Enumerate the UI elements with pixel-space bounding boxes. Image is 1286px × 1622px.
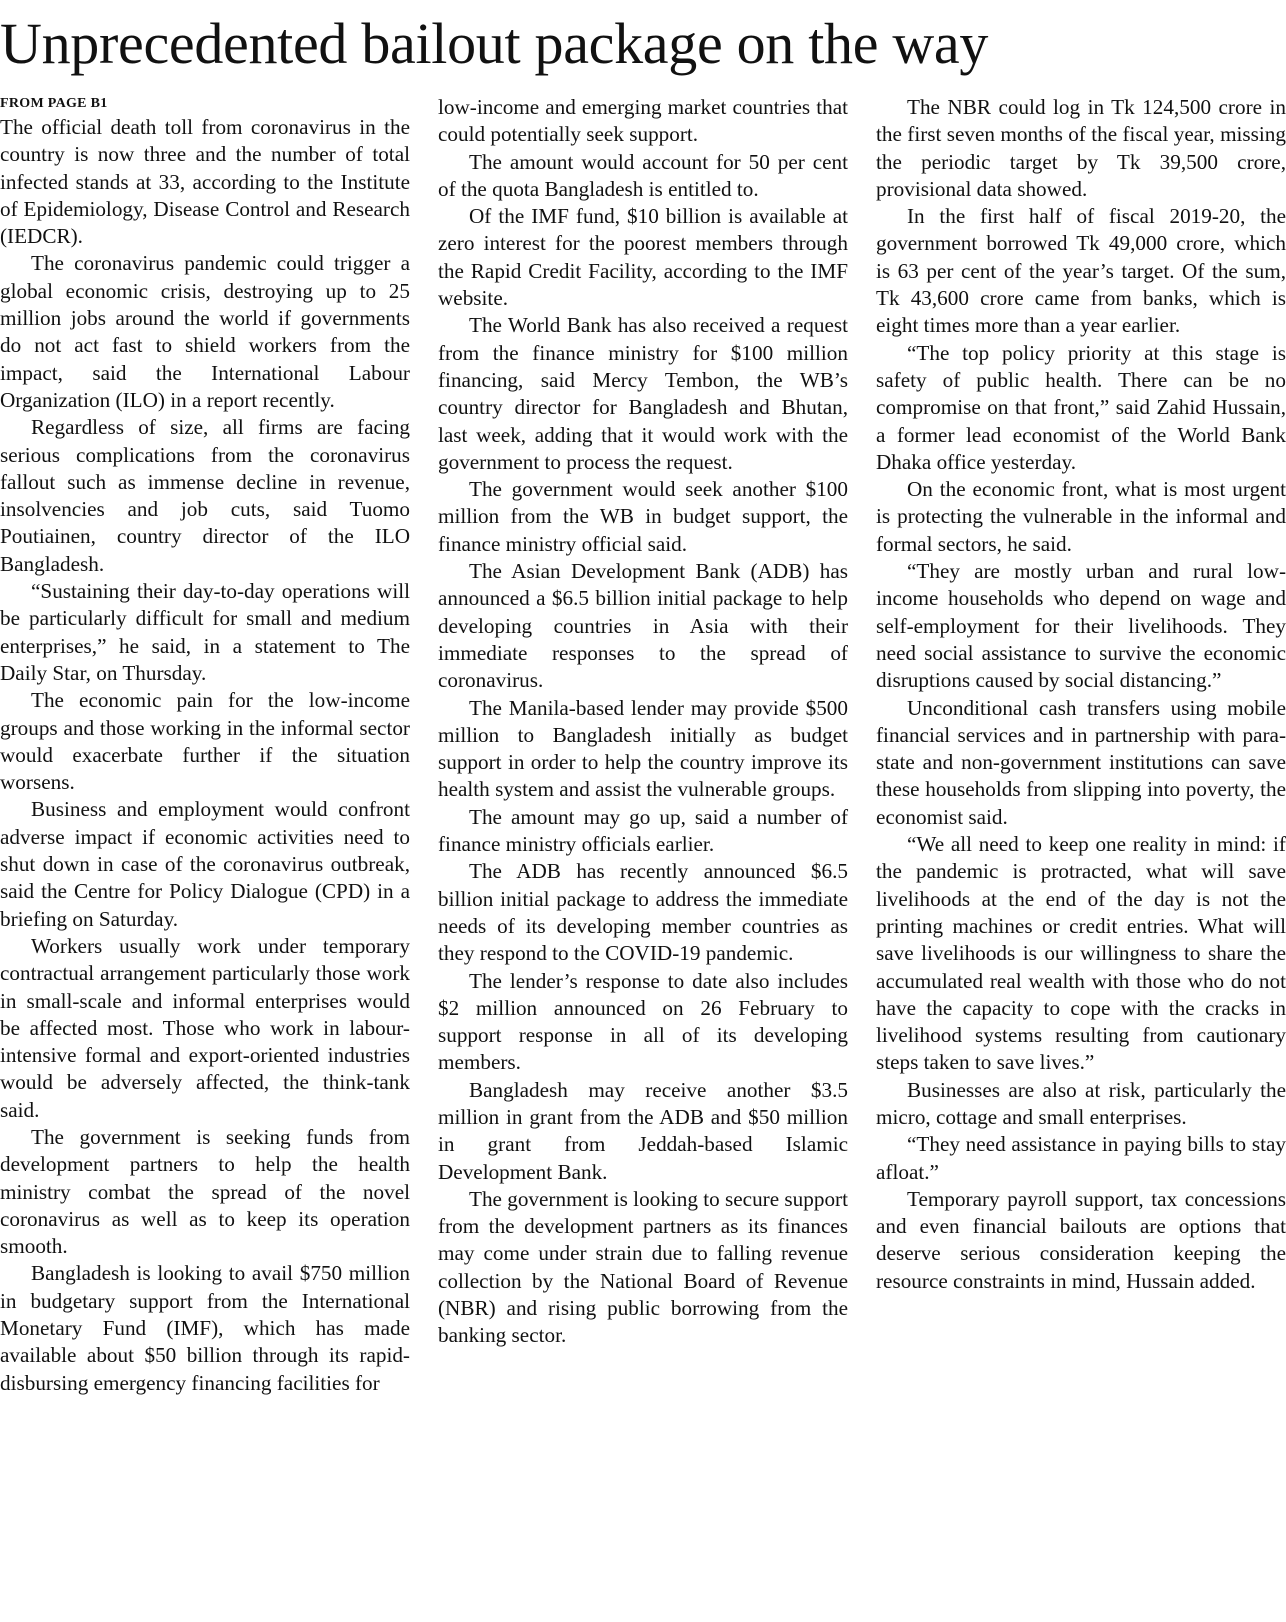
paragraph: The Manila-based lender may provide $500 million to Bangladesh initially as budget support in order to help the country improve its health system and assist the vulnerable groups. [438,695,848,802]
paragraph: “The top policy priority at this stage is safety of public health. There can be no compromise on that front,” said Zahid Hussain, a former lead economist of the World Bank Dhaka office yesterday. [876,340,1286,474]
paragraph: “They are mostly urban and rural low-income households who depend on wage and self-employment for their livelihoods. They need social assistance to survive the economic disruptions caused by social distancing.” [876,559,1286,693]
paragraph: The World Bank has also received a request from the finance ministry for $100 million financing, said Mercy Tembon, the WB’s country director for Bangladesh and Bhutan, last week, adding that it would work with the government to process the request. [438,313,848,474]
paragraph: The amount would account for 50 per cent of the quota Bangladesh is entitled to. [438,149,848,201]
paragraph: In the first half of fiscal 2019-20, the government borrowed Tk 49,000 crore, which is 63 per cent of the year’s target. Of the sum, Tk 43,600 crore came from banks, which is eight times more than a year earlier. [876,204,1286,338]
paragraph: Bangladesh may receive another $3.5 million in grant from the ADB and $50 million in grant from Jeddah-based Islamic Development Bank. [438,1077,848,1184]
paragraph: Businesses are also at risk, particularly the micro, cottage and small enterprises. [876,1077,1286,1129]
paragraph: The government would seek another $100 million from the WB in budget support, the finance ministry official said. [438,477,848,556]
paragraph: The government is looking to secure support from the development partners as its finances may come under strain due to falling revenue collection by the National Board of Revenue (NBR) and rising public borrowing from the banking sector. [438,1186,848,1348]
paragraph: The amount may go up, said a number of finance ministry officials earlier. [438,804,848,857]
paragraph: Unconditional cash transfers using mobile financial services and in partnership with para-state and non-government institutions can save these households from slipping into poverty, the economist said. [876,695,1286,829]
paragraph: “We all need to keep one reality in mind: if the pandemic is protracted, what will save livelihoods at the end of the day is not the printing machines or credit entries. What will save livelihoods is our willingness to share the accumulated real wealth with those who do not have the capacity to cope with the cracks in livelihood systems resulting from cautionary steps taken to save lives.” [876,832,1286,1075]
paragraph: The coronavirus pandemic could trigger a global economic crisis, destroying up to 25 million jobs around the world if governments do not act fast to shield workers from the impact, said the International Labour Organization (ILO) in a report recently. [0,251,410,412]
paragraph: The NBR could log in Tk 124,500 crore in the first seven months of the fiscal year, missing the periodic target by Tk 39,500 crore, provisional data showed. [876,95,1286,201]
paragraph: The ADB has recently announced $6.5 billion initial package to address the immediate needs of its developing member countries as they respond to the COVID-19 pandemic. [438,859,848,966]
paragraph: “Sustaining their day-to-day operations will be particularly difficult for small and medium enterprises,” he said, in a statement to The Daily Star, on Thursday. [0,579,410,685]
paragraph: Business and employment would confront adverse impact if economic activities need to shut down in case of the coronavirus outbreak, said the Centre for Policy Dialogue (CPD) in a briefing on Saturday. [0,797,410,931]
paragraph: Of the IMF fund, $10 billion is available at zero interest for the poorest members through the Rapid Credit Facility, according to the IMF website. [438,204,848,311]
jump-line: FROM PAGE B1 [0,96,108,111]
paragraph: The official death toll from coronavirus in the country is now three and the number of total infected stands at 33, according to the Institute of Epidemiology, Disease Control and Research (IEDCR). [0,115,410,249]
paragraph: The economic pain for the low-income groups and those working in the informal sector would exacerbate further if the situation worsens. [0,688,410,795]
paragraph: Temporary payroll support, tax concessions and even financial bailouts are options that deserve serious consideration keeping the resource constraints in mind, Hussain added. [876,1186,1286,1293]
article-column-2 [438,94,848,1350]
article-column-1 [0,94,410,1397]
paragraph: Bangladesh is looking to avail $750 million in budgetary support from the International Monetary Fund (IMF), which has made available about $50 billion through its rapid-disbursing emergency financing facilities for [0,1261,410,1395]
paragraph: The lender’s response to date also includes $2 million announced on 26 February to support response in all of its developing members. [438,968,848,1075]
paragraph: The Asian Development Bank (ADB) has announced a $6.5 billion initial package to help developing countries in Asia with their immediate responses to the spread of coronavirus. [438,559,848,693]
paragraph: Workers usually work under temporary contractual arrangement particularly those work in small-scale and informal enterprises would be affected most. Those who work in labour-intensive formal and export-oriented industries would be adversely affected, the think-tank said. [0,933,410,1122]
article-column-3 [876,94,1286,1295]
paragraph: Regardless of size, all firms are facing serious complications from the coronavirus fallout such as immense decline in revenue, insolvencies and job cuts, said Tuomo Poutiainen, country director of the ILO Bangladesh. [0,415,410,576]
paragraph: “They need assistance in paying bills to stay afloat.” [876,1132,1286,1184]
paragraph: low-income and emerging market countries that could potentially seek support. [438,95,848,147]
paragraph: On the economic front, what is most urgent is protecting the vulnerable in the informal and formal sectors, he said. [876,477,1286,556]
headline: Unprecedented bailout package on the way [0,11,989,76]
paragraph: The government is seeking funds from development partners to help the health ministry combat the spread of the novel coronavirus as well as to keep its operation smooth. [0,1124,410,1259]
